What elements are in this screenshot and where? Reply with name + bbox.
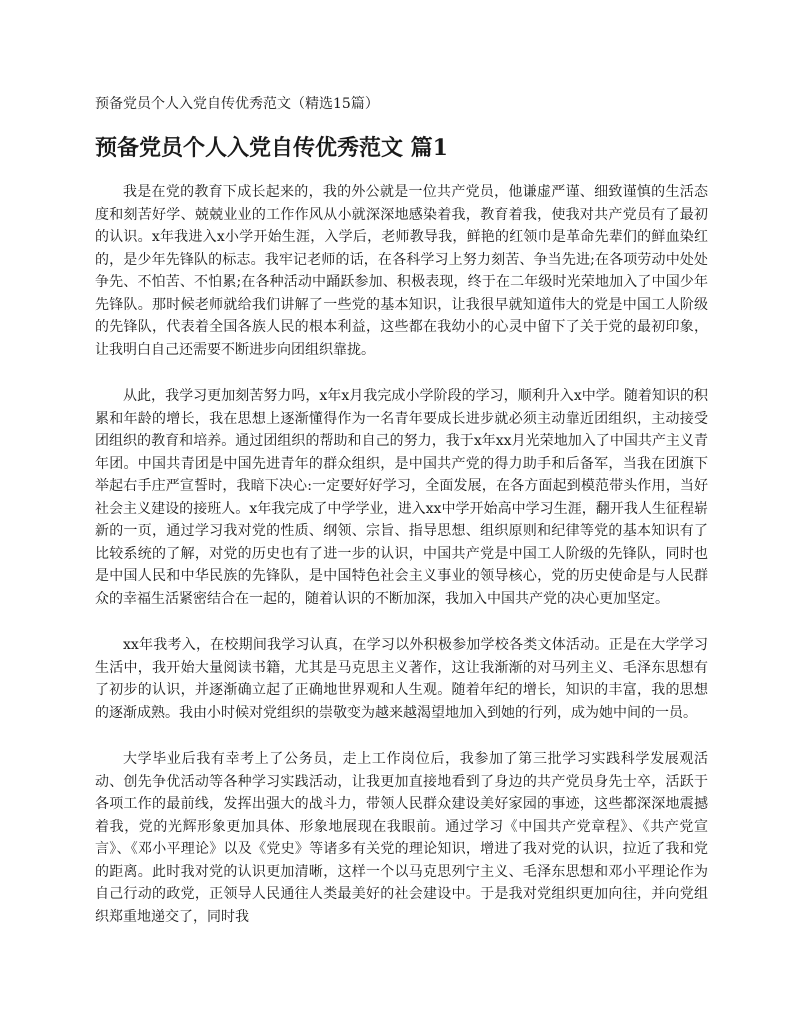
article-title: 预备党员个人入党自传优秀范文 篇1 — [95, 135, 448, 161]
article-body — [95, 181, 708, 952]
paragraph-4: 大学毕业后我有幸考上了公务员，走上工作岗位后，我参加了第三批学习实践科学发展观活动、创先争优活动等各种学习实践活动，让我更加直接地看到了身边的共产党员身先士卒，活跃于各项工作的最前线，发挥出强大的战斗力，带领人民群众建设美好家园的事迹，这些都深深地震撼着我，党的光辉形象更加具体、形象地展现在我眼前。通过学习《中国共产党章程》、《共产党宣言》、《邓小平理论》以及《党史》等诸多有关党的理论知识，增进了我对党的认识，拉近了我和党的距离。此时我对党的认识更加清晰，这样一个以马克思列宁主义、毛泽东思想和邓小平理论作为自己行动的政党，正领导人民通往人类最美好的社会建设中。于是我对党组织更加向往，并向党组织郑重地递交了，同时我 — [95, 751, 708, 925]
collection-title: 预备党员个人入党自传优秀范文（精选15篇） — [95, 96, 379, 112]
paragraph-3: xx年我考入，在校期间我学习认真，在学习以外积极参加学校各类文体活动。正是在大学学习生活中，我开始大量阅读书籍，尤其是马克思主义著作，这让我渐渐的对马列主义、毛泽东思想有了初步的认识，并逐渐确立起了正确地世界观和人生观。随着年纪的增长，知识的丰富，我的思想的逐渐成熟。我由小时候对党组织的崇敬变为越来越渴望地加入到她的行列，成为她中间的一员。 — [95, 637, 708, 721]
paragraph-2: 从此，我学习更加刻苦努力吗，x年x月我完成小学阶段的学习，顺利升入x中学。随着知识的积累和年龄的增长，我在思想上逐渐懂得作为一名青年要成长进步就必须主动靠近团组织，主动接受团组织的教育和培养。通过团组织的帮助和自己的努力，我于x年xx月光荣地加入了中国共产主义青年团。中国共青团是中国先进青年的群众组织，是中国共产党的得力助手和后备军，当我在团旗下举起右手庄严宣誓时，我暗下决心:一定要好好学习，全面发展，在各方面起到模范带头作用，当好社会主义建设的接班人。x年我完成了中学学业，进入xx中学开始高中学习生涯，翻开我人生征程崭新的一页，通过学习我对党的性质、纲领、宗旨、指导思想、组织原则和纪律等党的基本知识有了比较系统的了解，对党的历史也有了进一步的认识，中国共产党是中国工人阶级的先锋队，同时也是中国人民和中华民族的先锋队，是中国特色社会主义事业的领导核心，党的历史使命是与人民群众的幸福生活紧密结合在一起的，随着认识的不断加深，我加入中国共产党的决心更加坚定。 — [95, 388, 708, 607]
paragraph-1: 我是在党的教育下成长起来的，我的外公就是一位共产党员，他谦虚严谨、细致谨慎的生活态度和刻苦好学、兢兢业业的工作作风从小就深深地感染着我，教育着我，使我对共产党员有了最初的认识。x年我进入x小学开始生涯，入学后，老师教导我，鲜艳的红领巾是革命先辈们的鲜血染红的，是少年先锋队的标志。我牢记老师的话，在各科学习上努力刻苦、争当先进;在各项劳动中处处争先、不怕苦、不怕累;在各种活动中踊跃参加、积极表现，终于在二年级时光荣地加入了中国少年先锋队。那时候老师就给我们讲解了一些党的基本知识，让我很早就知道伟大的党是中国工人阶级的先锋队，代表着全国各族人民的根本利益，这些都在我幼小的心灵中留下了关于党的最初印象，让我明白自己还需要不断进步向团组织靠拢。 — [95, 184, 708, 358]
